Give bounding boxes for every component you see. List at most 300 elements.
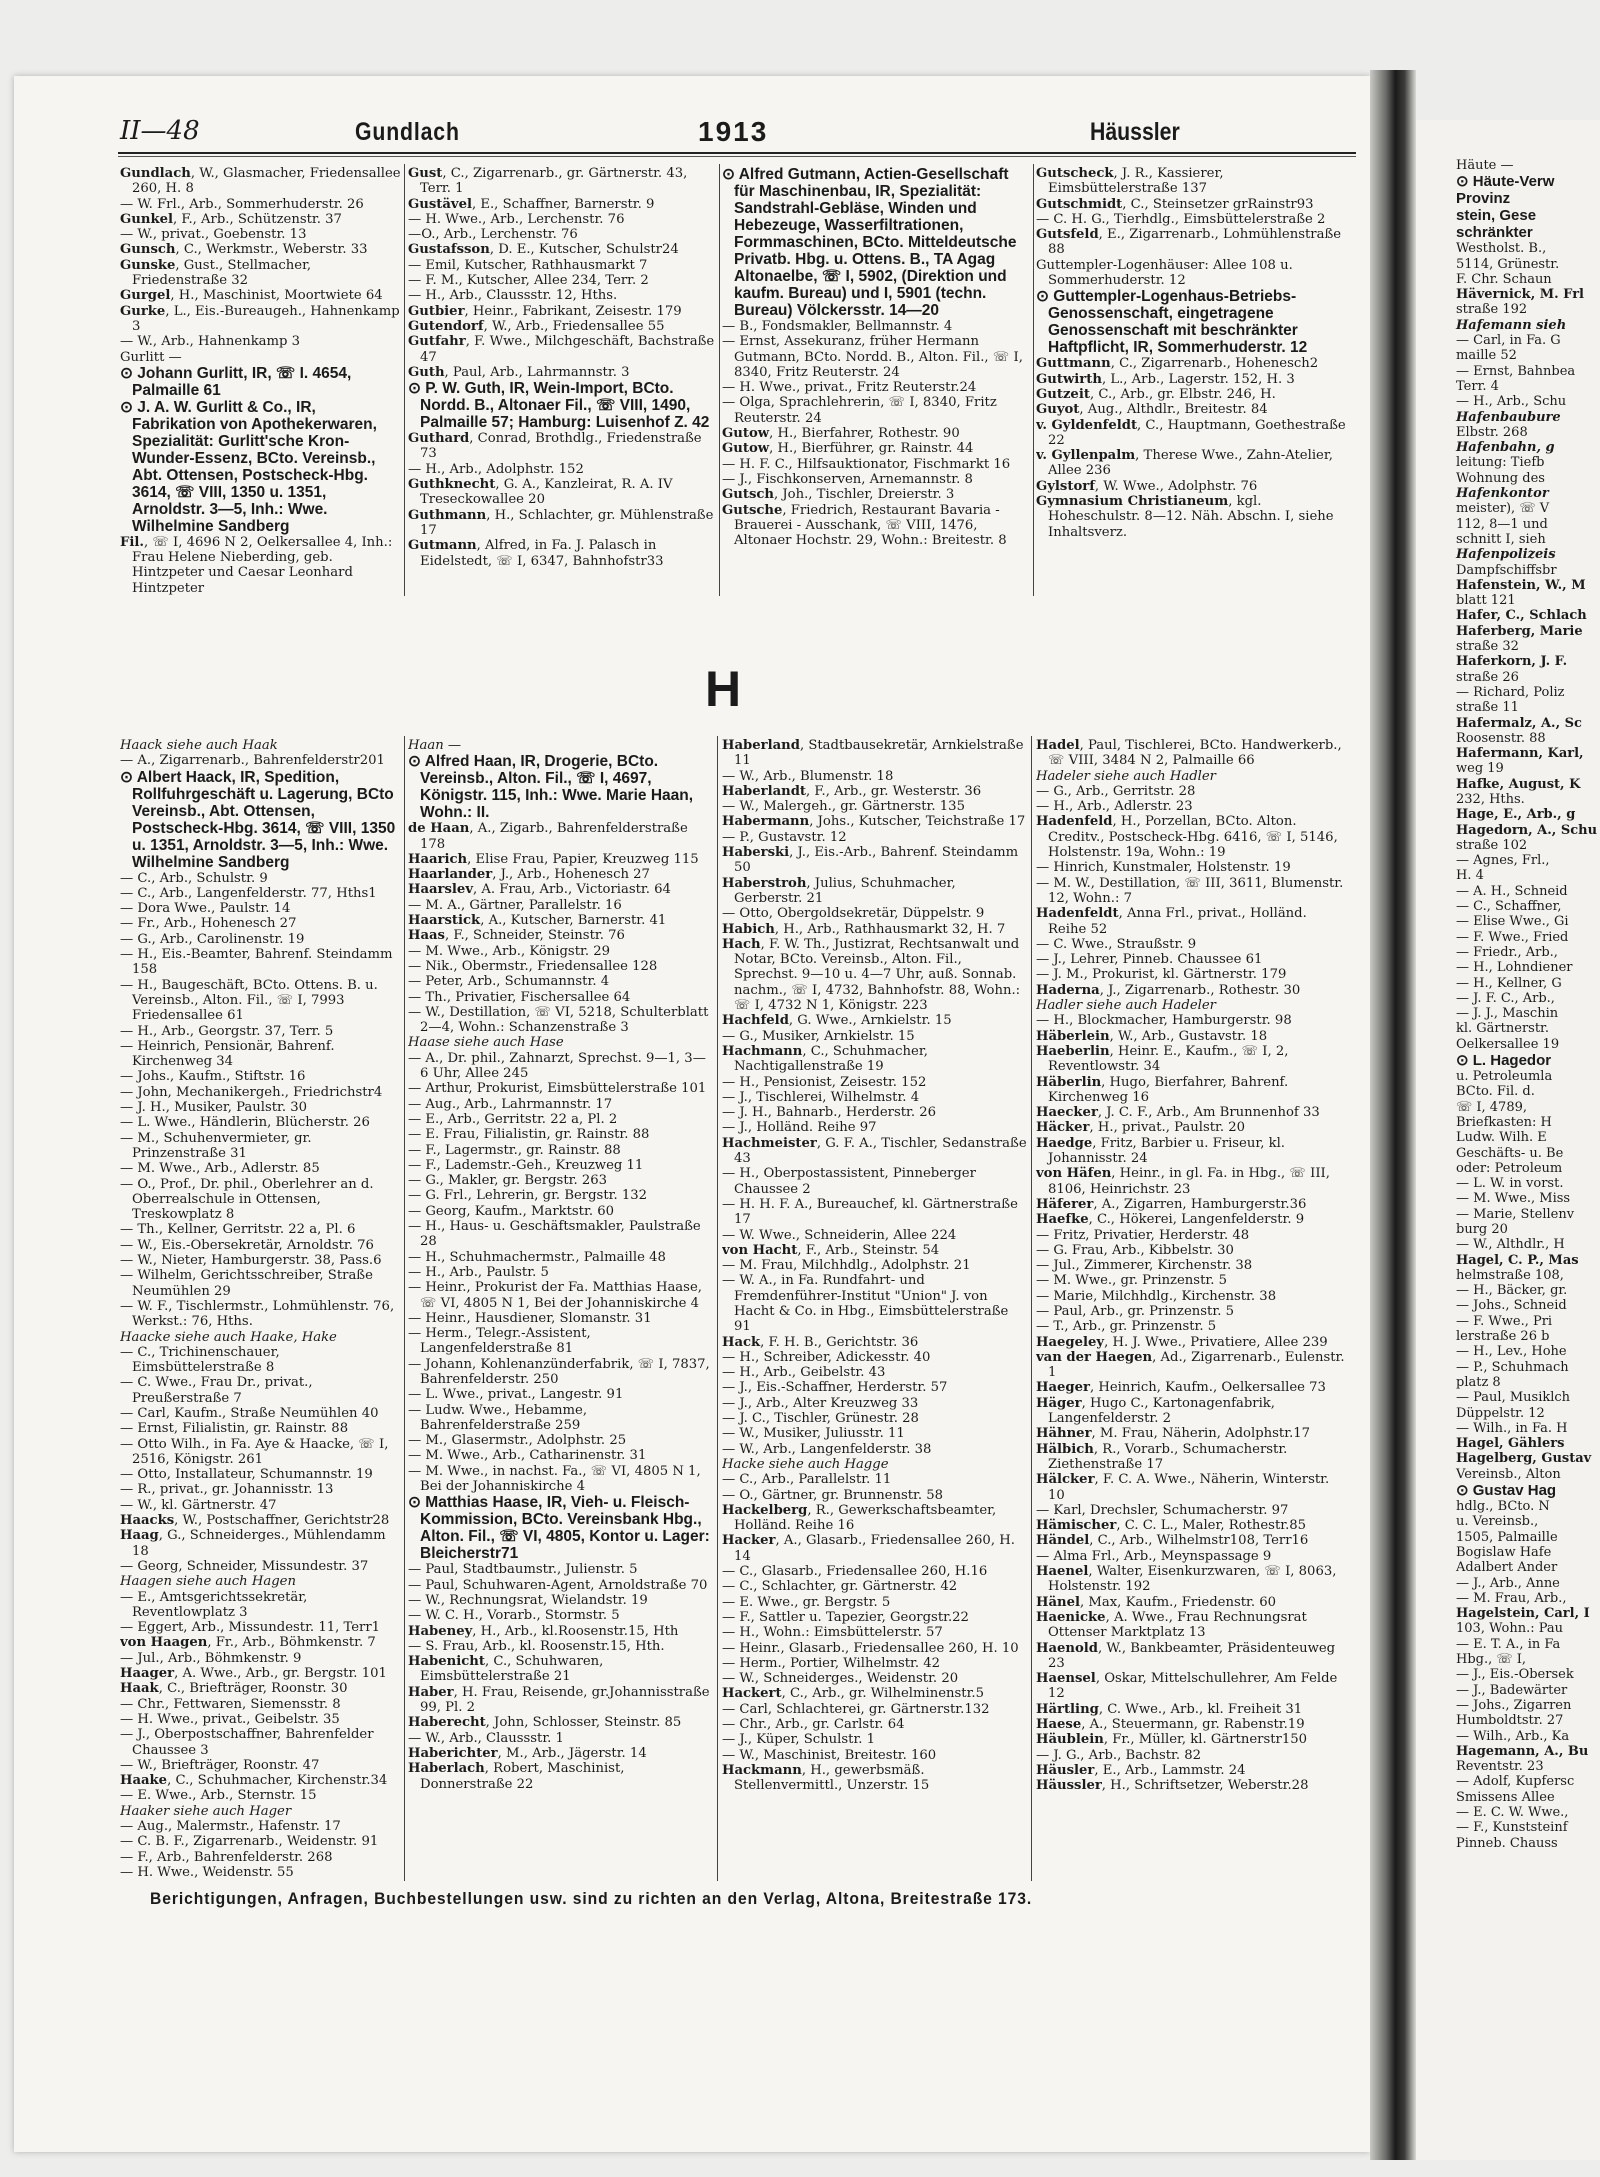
directory-entry: — W., Arb., Blumenstr. 18 <box>722 768 894 784</box>
facing-entry: u. Vereinsb., <box>1456 1514 1539 1530</box>
facing-entry: Reventstr. 23 <box>1456 1759 1544 1775</box>
directory-entry: von Haagen, Fr., Arb., Böhmkenstr. 7 <box>120 1635 376 1651</box>
facing-entry: Haferkorn, J. F. <box>1456 654 1568 670</box>
facing-entry: — C., Schaffner, <box>1456 899 1562 915</box>
facing-entry: — W., Althdlr., H <box>1456 1237 1565 1253</box>
directory-entry: Haberland, Stadtbausekretär, Arnkielstraße 11 <box>722 738 1024 769</box>
facing-entry: — L. W. in vorst. <box>1456 1176 1564 1192</box>
directory-entry: Guth, Paul, Arb., Lahrmannstr. 3 <box>408 364 630 380</box>
directory-entry: de Haan, A., Zigarb., Bahrenfelderstraße 178 <box>408 821 688 852</box>
directory-entry: — J. H., Bahnarb., Herderstr. 26 <box>722 1105 937 1121</box>
directory-entry: Guthmann, H., Schlachter, gr. Mühlenstraße 17 <box>408 507 714 538</box>
directory-entry: — L. Wwe., privat., Langestr. 91 <box>408 1387 624 1403</box>
directory-entry: Haenold, W., Bankbeamter, Präsidenteuweg 23 <box>1036 1640 1336 1671</box>
facing-entry: Ludw. Wilh. E <box>1456 1130 1547 1146</box>
directory-entry: — H., Wohn.: Eimsbüttelerstr. 57 <box>722 1625 943 1641</box>
facing-entry: — F. Wwe., Pri <box>1456 1313 1553 1329</box>
directory-entry: — W., Rechnungsrat, Wielandstr. 19 <box>408 1592 648 1608</box>
facing-entry: straße 192 <box>1456 302 1528 318</box>
directory-entry: — Carl, Schlachterei, gr. Gärtnerstr.132 <box>722 1701 990 1717</box>
directory-entry: — F., Arb., Bahrenfelderstr. 268 <box>120 1849 333 1865</box>
directory-entry: — Georg, Schneider, Missundestr. 37 <box>120 1558 369 1574</box>
directory-entry: — J., Arb., Alter Kreuzweg 33 <box>722 1395 919 1411</box>
facing-entry: — Johs., Zigarren <box>1456 1697 1572 1713</box>
directory-entry: — W., kl. Gärtnerstr. 47 <box>120 1497 277 1513</box>
directory-entry: Häusler, E., Arb., Lammstr. 24 <box>1036 1762 1246 1778</box>
facing-entry: Häute — <box>1456 158 1514 173</box>
facing-entry: 5114, Grünestr. <box>1456 256 1560 272</box>
directory-entry: — Otto, Installateur, Schumannstr. 19 <box>120 1467 373 1483</box>
directory-entry: Hachfeld, G. Wwe., Arnkielstr. 15 <box>722 1013 952 1029</box>
directory-entry: — L. Wwe., Händlerin, Blücherstr. 26 <box>120 1115 370 1131</box>
directory-entry: — M., Glasermstr., Adolphstr. 25 <box>408 1433 627 1449</box>
facing-entry: — Carl, in Fa. G <box>1456 333 1561 349</box>
facing-entry: — Agnes, Frl., <box>1456 853 1550 869</box>
directory-entry: — E., Amtsgerichtssekretär, Reventlowplatz 3 <box>120 1589 308 1620</box>
directory-entry: — C., Trichinenschauer, Eimsbüttelerstraße 8 <box>120 1344 280 1376</box>
directory-entry: Haack siehe auch Haak <box>120 738 278 753</box>
h-column-1 <box>120 738 403 1880</box>
directory-entry: — P., Gustavstr. 12 <box>722 829 847 845</box>
column-divider <box>404 164 405 596</box>
facing-entry: hdlg., BCto. N <box>1456 1499 1550 1515</box>
directory-entry: — M. Wwe., Arb., Adlerstr. 85 <box>120 1161 320 1177</box>
top-column-3 <box>722 166 1032 596</box>
directory-entry: Haaker siehe auch Hager <box>120 1803 292 1819</box>
directory-entry: ⊙ P. W. Guth, IR, Wein-Import, BCto. Nordd. B., Altonaer Fil., ☏ VIII, 1490, Palmaille 57; Hamburg: Luisenhof Z. 42 <box>408 380 710 432</box>
facing-entry: helmstraße 108, <box>1456 1267 1564 1283</box>
directory-entry: Gunske, Gust., Stellmacher, Friedenstraße 32 <box>120 257 312 289</box>
directory-entry: — J., Eis.-Schaffner, Herderstr. 57 <box>722 1380 948 1396</box>
directory-entry: — E., Arb., Gerritstr. 22 a, Pl. 2 <box>408 1111 618 1127</box>
directory-entry: — C., Schlachter, gr. Gärtnerstr. 42 <box>722 1579 958 1595</box>
facing-entry: Hafemann sieh <box>1456 317 1567 333</box>
directory-entry: — O., Gärtner, gr. Brunnenstr. 58 <box>722 1487 944 1503</box>
facing-entry: Briefkasten: H <box>1456 1114 1552 1130</box>
facing-entry: — F., Kunststeinf <box>1456 1820 1568 1836</box>
directory-entry: Hacke siehe auch Hagge <box>722 1456 889 1472</box>
directory-entry: — Fritz, Privatier, Herderstr. 48 <box>1036 1227 1250 1243</box>
facing-page-column <box>1416 120 1600 2160</box>
facing-entry: — Johs., Schneid <box>1456 1298 1567 1314</box>
directory-entry: — F., Sattler u. Tapezier, Georgstr.22 <box>722 1609 969 1625</box>
directory-entry: Guyot, Aug., Althdlr., Breitestr. 84 <box>1036 402 1268 418</box>
directory-entry: — J. G., Arb., Bachstr. 82 <box>1036 1747 1202 1763</box>
facing-entry: Hage, E., Arb., g <box>1456 807 1576 823</box>
directory-entry: — H., Arb., Paulstr. 5 <box>408 1264 549 1280</box>
directory-entry: — Otto Wilh., in Fa. Aye & Haacke, ☏ I, 2516, Königstr. 261 <box>120 1436 389 1467</box>
directory-entry: — W., Destillation, ☏ VI, 5218, Schulterblatt 2—4, Wohn.: Schanzenstraße 3 <box>408 1004 709 1036</box>
directory-entry: Gymnasium Christianeum, kgl. Hoheschulstr. 8—12. Näh. Abschn. I, siehe Inhaltsverz. <box>1036 494 1334 540</box>
facing-entry: — Adolf, Kupfersc <box>1456 1774 1575 1790</box>
directory-entry: — J., Fischkonserven, Arnemannstr. 8 <box>722 471 973 487</box>
facing-entry: Pinneb. Chauss <box>1456 1835 1558 1851</box>
directory-entry: — T., Arb., gr. Prinzenstr. 5 <box>1036 1319 1217 1335</box>
directory-entry: — H. Wwe., Arb., Lerchenstr. 76 <box>408 211 625 227</box>
facing-entry: Hafermalz, A., Sc <box>1456 715 1582 731</box>
facing-entry: schnitt I, sieh <box>1456 531 1546 547</box>
facing-entry: Haferberg, Marie <box>1456 623 1583 639</box>
directory-entry: Härtling, C. Wwe., Arb., kl. Freiheit 31 <box>1036 1701 1303 1717</box>
directory-entry: Haeger, Heinrich, Kaufm., Oelkersallee 73 <box>1036 1380 1326 1396</box>
facing-entry: Hagel, Gählers <box>1456 1436 1565 1452</box>
directory-entry: Häberlin, Hugo, Bierfahrer, Bahrenf. Kirchenweg 16 <box>1036 1074 1289 1105</box>
directory-entry: — W., Arb., Claussstr. 1 <box>408 1730 564 1746</box>
directory-entry: Gutbier, Heinr., Fabrikant, Zeisestr. 179 <box>408 303 682 319</box>
facing-entry: schränkter <box>1456 224 1533 242</box>
directory-entry: Gustävel, E., Schaffner, Barnerstr. 9 <box>408 196 655 212</box>
directory-entry: Haegeley, H. J. Wwe., Privatiere, Allee 239 <box>1036 1334 1328 1350</box>
facing-entry: 112, 8—1 und <box>1456 516 1548 532</box>
directory-entry: — H. F. C., Hilfsauktionator, Fischmarkt 16 <box>722 456 1011 472</box>
directory-entry: van der Haegen, Ad., Zigarrenarb., Eulenstr. 1 <box>1036 1349 1345 1381</box>
directory-entry: Gurlitt — <box>120 349 182 365</box>
directory-entry: — Fr., Arb., Hohenesch 27 <box>120 916 297 932</box>
facing-entry: — J. J., Maschin <box>1456 1006 1559 1022</box>
directory-entry: ⊙ Albert Haack, IR, Spedition, Rollfuhrgeschäft u. Lagerung, BCto Vereinsb., Abt. Ottensen, Postscheck-Hbg. 3614, ☏ VIII, 1350 u. 1351, Arnoldstr. 3—5, Inh.: Wwe. Wilhelmine Sandberg <box>120 768 396 871</box>
facing-entry: maille 52 <box>1456 348 1517 364</box>
directory-entry: — W., Schneiderges., Weidenstr. 20 <box>722 1671 959 1687</box>
facing-entry: leitung: Tiefb <box>1456 455 1545 471</box>
directory-entry: — H., Arb., Adlerstr. 23 <box>1036 799 1193 815</box>
directory-entry: — W., Musiker, Juliusstr. 11 <box>722 1426 905 1442</box>
facing-entry: — H., Lev., Hohe <box>1456 1344 1567 1360</box>
directory-entry: Gustafsson, D. E., Kutscher, Schulstr24 <box>408 242 679 258</box>
directory-entry: — W. F., Tischlermstr., Lohmühlenstr. 76, Werkst.: 76, Hths. <box>120 1298 395 1330</box>
directory-entry: — C. Wwe., Straußstr. 9 <box>1036 936 1197 952</box>
directory-entry: — M. Wwe., gr. Prinzenstr. 5 <box>1036 1273 1227 1289</box>
directory-entry: — J. M., Prokurist, kl. Gärtnerstr. 179 <box>1036 967 1287 983</box>
directory-entry: Gunsch, C., Werkmstr., Weberstr. 33 <box>120 242 368 258</box>
directory-entry: — Ernst, Assekuranz, früher Hermann Gutmann, BCto. Nordd. B., Alton. Fil., ☏ I, 8340, Fritz Reuterstr. 24 <box>722 334 1023 380</box>
directory-entry: — M. Frau, Milchhdlg., Adolphstr. 21 <box>722 1258 971 1274</box>
facing-entry: ⊙ Häute-Verw <box>1456 173 1555 191</box>
directory-entry: — M. W., Destillation, ☏ III, 3611, Blumenstr. 12, Wohn.: 7 <box>1036 875 1344 906</box>
directory-entry: — Paul, Stadtbaumstr., Julienstr. 5 <box>408 1562 638 1578</box>
directory-entry: von Hacht, F., Arb., Steinstr. 54 <box>722 1242 940 1258</box>
directory-entry: Guthknecht, G. A., Kanzleirat, R. A. IV Treseckowallee 20 <box>408 477 673 508</box>
directory-entry: — G., Makler, gr. Bergstr. 263 <box>408 1173 608 1189</box>
facing-entry: Hafenpolizeis <box>1456 547 1556 563</box>
directory-entry: v. Gyllenpalm, Therese Wwe., Zahn-Atelier, Allee 236 <box>1036 448 1333 479</box>
facing-entry: Hagelberg, Gustav <box>1456 1451 1592 1467</box>
directory-entry: Habermann, Johs., Kutscher, Teichstraße 17 <box>722 814 1026 830</box>
directory-entry: Hach, F. W. Th., Justizrat, Rechtsanwalt und Notar, BCto. Vereinsb., Alton. Fil., Sprechst. 9—10 u. 4—7 Uhr, auß. Sonnab. nachm., ☏ I, 4732, Bahnhofstr. 88, Wohn.: ☏ I, 4732 N 1, Königstr. 223 <box>722 936 1021 1014</box>
facing-entry: — Marie, Stellenv <box>1456 1206 1575 1222</box>
directory-entry: — Alma Frl., Arb., Meynspassage 9 <box>1036 1548 1272 1564</box>
facing-entry: Hafenbaubure <box>1456 409 1561 425</box>
directory-entry: Hähner, M. Frau, Näherin, Adolphstr.17 <box>1036 1426 1311 1442</box>
directory-entry: Guttempler-Logenhäuser: Allee 108 u. Sommerhuderstr. 12 <box>1036 257 1293 289</box>
facing-entry: — Paul, Musiklch <box>1456 1390 1571 1406</box>
facing-entry: Hafer, C., Schlach <box>1456 608 1587 624</box>
directory-entry: — F. M., Kutscher, Allee 234, Terr. 2 <box>408 273 649 289</box>
directory-entry: — M. A., Gärtner, Parallelstr. 16 <box>408 897 622 913</box>
directory-entry: — H. Wwe., privat., Fritz Reuterstr.24 <box>722 380 977 396</box>
directory-entry: — Eggert, Arb., Missundestr. 11, Terr1 <box>120 1620 381 1636</box>
facing-entry: straße 102 <box>1456 837 1528 853</box>
facing-entry: meister), ☏ V <box>1456 501 1550 517</box>
directory-entry: — C. B. F., Zigarrenarb., Weidenstr. 91 <box>120 1834 379 1850</box>
directory-entry: — Ernst, Filialistin, gr. Rainstr. 88 <box>120 1421 349 1437</box>
directory-entry: — M., Schuhenvermieter, gr. Prinzenstraße 31 <box>120 1130 312 1161</box>
directory-entry: — F., Lagermstr., gr. Rainstr. 88 <box>408 1142 621 1158</box>
facing-entry: — E. C. W. Wwe., <box>1456 1804 1569 1820</box>
directory-entry: — E. Wwe., gr. Bergstr. 5 <box>722 1594 891 1610</box>
directory-entry: — G. Frau, Arb., Kibbelstr. 30 <box>1036 1242 1234 1258</box>
facing-entry: — A. H., Schneid <box>1456 883 1568 899</box>
directory-entry: — Herm., Portier, Wilhelmstr. 42 <box>722 1655 941 1671</box>
directory-entry: — C., Arb., Parallelstr. 11 <box>722 1472 892 1488</box>
h-column-4 <box>1036 738 1346 1880</box>
facing-entry: Geschäfts- u. Be <box>1456 1145 1564 1161</box>
directory-entry: Hadenfeldt, Anna Frl., privat., Holländ. Reihe 52 <box>1036 906 1307 937</box>
directory-entry: — G., Arb., Gerritstr. 28 <box>1036 783 1196 799</box>
facing-entry: burg 20 <box>1456 1222 1508 1237</box>
facing-entry: Düppelstr. 12 <box>1456 1405 1545 1421</box>
directory-entry: — Aug., Arb., Lahrmannstr. 17 <box>408 1096 613 1112</box>
directory-entry: Gutscheck, J. R., Kassierer, Eimsbüttelerstraße 137 <box>1036 166 1224 197</box>
directory-entry: Gust, C., Zigarrenarb., gr. Gärtnerstr. 43, Terr. 1 <box>408 166 688 197</box>
directory-entry: — Jul., Arb., Böhmkenstr. 9 <box>120 1650 302 1666</box>
directory-entry: — John, Mechanikergeh., Friedrichstr4 <box>120 1084 383 1100</box>
directory-entry: — A., Dr. phil., Zahnarzt, Sprechst. 9—1, 3—6 Uhr, Allee 245 <box>408 1050 706 1082</box>
directory-entry: — M. Wwe., Arb., Königstr. 29 <box>408 943 611 959</box>
directory-entry: Haarslev, A. Frau, Arb., Victoriastr. 64 <box>408 882 671 898</box>
directory-entry: — Arthur, Prokurist, Eimsbüttelerstraße 101 <box>408 1081 707 1097</box>
directory-entry: Haedge, Fritz, Barbier u. Friseur, kl. Johannisstr. 24 <box>1036 1135 1285 1167</box>
directory-entry: — H., Arb., Georgstr. 37, Terr. 5 <box>120 1023 334 1039</box>
facing-entry: platz 8 <box>1456 1374 1501 1390</box>
directory-entry: Haarstick, A., Kutscher, Barnerstr. 41 <box>408 913 667 929</box>
directory-entry: Haberecht, John, Schlosser, Steinstr. 85 <box>408 1715 682 1731</box>
directory-entry: ⊙ Johann Gurlitt, IR, ☏ I. 4654, Palmaille 61 <box>120 364 352 399</box>
directory-entry: ⊙ Matthias Haase, IR, Vieh- u. Fleisch-Kommission, BCto. Vereinsbank Hbg., Alton. Fil., ☏ VI, 4805, Kontor u. Lager: Bleicherstr71 <box>408 1494 710 1563</box>
directory-entry: — J., Tischlerei, Wilhelmstr. 4 <box>722 1089 920 1105</box>
facing-entry: BCto. Fil. d. <box>1456 1084 1535 1100</box>
directory-entry: Guthard, Conrad, Brothdlg., Friedenstraße 73 <box>408 431 702 462</box>
directory-entry: ⊙ J. A. W. Gurlitt & Co., IR, Fabrikation von Apothekerwaren, Spezialität: Gurlitt'sche Kron-Wunder-Essenz, BCto. Vereinsb., Abt. Ottensen, Postscheck-Hbg. 3614, ☏ VIII, 1350 u. 1351, Arnoldstr. 3—5, Inh.: Wwe. Wilhelmine Sandberg <box>120 398 377 535</box>
directory-entry: v. Gyldenfeldt, C., Hauptmann, Goethestraße 22 <box>1036 417 1346 448</box>
column-divider <box>717 736 718 1881</box>
facing-entry: Bogislaw Hafe <box>1456 1544 1552 1560</box>
directory-entry: — E. Frau, Filialistin, gr. Rainstr. 88 <box>408 1127 650 1143</box>
directory-entry: Hadenfeld, H., Porzellan, BCto. Alton. Creditv., Postscheck-Hbg. 6416, ☏ I, 5146, Holstenstr. 19a, Wohn.: 19 <box>1036 814 1338 861</box>
directory-entry: — H., Haus- u. Geschäftsmakler, Paulstraße 28 <box>408 1219 701 1250</box>
directory-entry: Gutow, H., Bierfahrer, Rothestr. 90 <box>722 426 960 442</box>
directory-entry: Hadler siehe auch Hadeler <box>1036 998 1216 1014</box>
facing-entry: Hafenstein, W., M <box>1456 577 1586 593</box>
h-column-2 <box>408 738 713 1880</box>
directory-entry: — H., Pensionist, Zeisestr. 152 <box>722 1074 927 1090</box>
facing-entry: — J., Badewärter <box>1456 1682 1568 1698</box>
directory-entry: Häferer, A., Zigarren, Hamburgerstr.36 <box>1036 1196 1307 1212</box>
facing-entry: kl. Gärtnerstr. <box>1456 1021 1549 1037</box>
facing-entry: blatt 121 <box>1456 593 1516 609</box>
directory-entry: — Karl, Drechsler, Schumacherstr. 97 <box>1036 1502 1289 1518</box>
facing-entry: weg 19 <box>1456 761 1504 777</box>
directory-entry: Händel, C., Arb., Wilhelmstr108, Terr16 <box>1036 1533 1309 1549</box>
directory-entry: Haarlander, J., Arb., Hohenesch 27 <box>408 867 650 883</box>
facing-entry: — Richard, Poliz <box>1456 684 1565 700</box>
directory-entry: Haarich, Elise Frau, Papier, Kreuzweg 115 <box>408 851 699 867</box>
directory-entry: — C., Arb., Schulstr. 9 <box>120 870 268 886</box>
facing-entry: Wohnung des <box>1456 470 1545 486</box>
directory-entry: — Chr., Fettwaren, Siemensstr. 8 <box>120 1696 341 1712</box>
directory-entry: — H., Arb., Geibelstr. 43 <box>722 1365 886 1381</box>
directory-entry: Hälcker, F. C. A. Wwe., Näherin, Winterstr. 10 <box>1036 1472 1330 1503</box>
directory-entry: Haak, C., Briefträger, Roonstr. 30 <box>120 1681 348 1697</box>
directory-entry: — Wilhelm, Gerichtsschreiber, Straße Neumühlen 29 <box>120 1268 373 1299</box>
directory-entry: — W., privat., Goebenstr. 13 <box>120 227 307 243</box>
facing-entry: Vereinsb., Alton <box>1456 1466 1561 1482</box>
facing-entry: u. Petroleumla <box>1456 1069 1553 1085</box>
directory-entry: Haberichter, M., Arb., Jägerstr. 14 <box>408 1745 647 1761</box>
facing-entry: Hafenkontor <box>1456 486 1549 502</box>
directory-entry: — O., Prof., Dr. phil., Oberlehrer an d. Oberrealschule in Ottensen, Treskowplatz 8 <box>120 1176 374 1223</box>
facing-entry: — M. Frau, Arb., <box>1456 1590 1567 1606</box>
directory-entry: Hälbich, R., Vorarb., Schumacherstr. Ziethenstraße 17 <box>1036 1441 1288 1472</box>
directory-entry: — J., Holländ. Reihe 97 <box>722 1120 877 1136</box>
facing-entry: Hagemann, A., Bu <box>1456 1743 1589 1759</box>
directory-entry: Gutendorf, W., Arb., Friedensallee 55 <box>408 318 665 334</box>
header-rule <box>118 152 1356 154</box>
directory-entry: — H., Eis.-Beamter, Bahrenf. Steindamm 158 <box>120 947 393 978</box>
directory-entry: — M. Wwe., Arb., Catharinenstr. 31 <box>408 1448 647 1464</box>
column-divider <box>1031 736 1032 1881</box>
column-divider <box>719 164 720 596</box>
directory-entry: Haenicke, A. Wwe., Frau Rechnungsrat Ottenser Marktplatz 13 <box>1036 1609 1307 1641</box>
directory-entry: — S. Frau, Arb., kl. Roosenstr.15, Hth. <box>408 1638 665 1654</box>
header-year: 1913 <box>698 116 769 147</box>
facing-entry: Hagelstein, Carl, I <box>1456 1606 1590 1622</box>
directory-entry: — J., Oberpostschaffner, Bahrenfelder Chaussee 3 <box>120 1727 374 1758</box>
directory-entry: — Peter, Arb., Schumannstr. 4 <box>408 974 610 990</box>
facing-entry: Humboldtstr. 27 <box>1456 1713 1564 1729</box>
directory-entry: Haase siehe auch Hase <box>408 1035 564 1051</box>
facing-entry: 1505, Palmaille <box>1456 1529 1558 1545</box>
directory-entry: — Nik., Obermstr., Friedensallee 128 <box>408 958 658 974</box>
directory-entry: — H., Baugeschäft, BCto. Ottens. B. u. Vereinsb., Alton. Fil., ☏ I, 7993 Friedensallee 61 <box>120 977 378 1024</box>
directory-entry: — J. C., Tischler, Grünestr. 28 <box>722 1411 919 1427</box>
directory-entry: Häussler, H., Schriftsetzer, Weberstr.28 <box>1036 1778 1309 1794</box>
directory-entry: Häger, Hugo C., Kartonagenfabrik, Langenfelderstr. 2 <box>1036 1395 1275 1427</box>
directory-entry: — Jul., Zimmerer, Kirchenstr. 38 <box>1036 1258 1253 1274</box>
directory-entry: Haese, A., Steuermann, gr. Rabenstr.19 <box>1036 1717 1305 1732</box>
top-column-4 <box>1036 166 1346 596</box>
directory-entry: Haas, F., Schneider, Steinstr. 76 <box>408 928 625 944</box>
directory-entry: — F., Lademstr.-Geh., Kreuzweg 11 <box>408 1157 644 1173</box>
facing-entry: Hafenbahn, g <box>1456 440 1555 456</box>
directory-entry: — Heinr., Glasarb., Friedensallee 260, H. 10 <box>722 1640 1019 1656</box>
directory-entry: — Heinr., Hausdiener, Slomanstr. 31 <box>408 1310 652 1326</box>
directory-entry: Haecker, J. C. F., Arb., Am Brunnenhof 33 <box>1036 1105 1320 1121</box>
book-gutter <box>1370 70 1416 2160</box>
directory-entry: — Th., Privatier, Fischersallee 64 <box>408 989 631 1005</box>
facing-entry: ☏ I, 4789, <box>1456 1099 1528 1115</box>
facing-entry: — Ernst, Bahnbea <box>1456 363 1576 379</box>
directory-entry: Haberski, J., Eis.-Arb., Bahrenf. Steindamm 50 <box>722 845 1019 876</box>
directory-entry: ⊙ Alfred Gutmann, Actien-Gesellschaft für Maschinenbau, IR, Spezialität: Sandstrahl-Gebläse, Winden und Hebezeuge, Wasserfiltrationen, Formmaschinen, BCto. Mitteldeutsche Privatb. Hbg. u. Ottens. B., TA Agag Altonaelbe, ☏ I, 5902, (Direktion und kaufm. Bureau) und I, 5901 (techn. Bureau) Völckersstr. 14—20 <box>722 166 1017 319</box>
directory-entry: — G., Musiker, Arnkielstr. 15 <box>722 1028 915 1044</box>
section-letter: H <box>705 661 742 717</box>
directory-entry: — W., Arb., Langenfelderstr. 38 <box>722 1441 932 1457</box>
directory-entry: Gutwirth, L., Arb., Lagerstr. 152, H. 3 <box>1036 371 1295 387</box>
directory-entry: — Ludw. Wwe., Hebamme, Bahrenfelderstraße 259 <box>408 1402 588 1433</box>
directory-entry: — W. Wwe., Schneiderin, Allee 224 <box>722 1227 957 1243</box>
directory-entry: Gylstorf, W. Wwe., Adolphstr. 76 <box>1036 478 1258 494</box>
h-column-3 <box>722 738 1027 1880</box>
header-rule-thin <box>118 156 1356 157</box>
directory-entry: — H., Schuhmachermstr., Palmaille 48 <box>408 1249 666 1265</box>
facing-entry: — H., Arb., Schu <box>1456 394 1567 410</box>
header-right-word: Häussler <box>1090 118 1180 146</box>
directory-entry: — Olga, Sprachlehrerin, ☏ I, 8340, Fritz Reuterstr. 24 <box>722 395 997 426</box>
directory-entry: Gutschmidt, C., Steinsetzer grRainstr93 <box>1036 196 1314 212</box>
directory-entry: Gurke, L., Eis.-Bureaugeh., Hahnenkamp 3 <box>120 303 400 334</box>
directory-entry: — C. Wwe., Frau Dr., privat., Preußerstraße 7 <box>120 1375 313 1406</box>
facing-entry: — F. Wwe., Fried <box>1456 929 1569 945</box>
facing-entry: — E. T. A., in Fa <box>1456 1636 1561 1652</box>
directory-entry: Haagen siehe auch Hagen <box>120 1574 296 1590</box>
directory-entry: — H., Arb., Adolphstr. 152 <box>408 461 584 477</box>
directory-entry: — H., Blockmacher, Hamburgerstr. 98 <box>1036 1013 1292 1029</box>
directory-entry: Gutfahr, F. Wwe., Milchgeschäft, Bachstraße 47 <box>408 334 715 365</box>
directory-entry: — C. H. G., Tierhdlg., Eimsbüttelerstraße 2 <box>1036 211 1326 227</box>
directory-entry: Gutsch, Joh., Tischler, Dreierstr. 3 <box>722 487 955 503</box>
directory-entry: — W., Eis.-Obersekretär, Arnoldstr. 76 <box>120 1237 374 1253</box>
directory-entry: — Dora Wwe., Paulstr. 14 <box>120 901 291 917</box>
directory-entry: Habeney, H., Arb., kl.Roosenstr.15, Hth <box>408 1623 679 1639</box>
directory-entry: — G. Frl., Lehrerin, gr. Bergstr. 132 <box>408 1188 648 1204</box>
directory-entry: — Johann, Kohlenanzünderfabrik, ☏ I, 7837, Bahrenfelderstr. 250 <box>408 1356 710 1387</box>
directory-entry: — R., privat., gr. Johannisstr. 13 <box>120 1482 334 1498</box>
facing-entry: 103, Wohn.: Pau <box>1456 1621 1564 1637</box>
directory-entry: Haderna, J., Zigarrenarb., Rothestr. 30 <box>1036 982 1301 998</box>
facing-entry: oder: Petroleum <box>1456 1160 1563 1176</box>
directory-entry: Hacker, A., Glasarb., Friedensallee 260, H. 14 <box>722 1533 1015 1564</box>
directory-entry: Gurgel, H., Maschinist, Moortwiete 64 <box>120 288 383 304</box>
directory-entry: ⊙ Guttempler-Logenhaus-Betriebs-Genossenschaft, eingetragene Genossenschaft mit beschränkter Haftpflicht, IR, Sommerhuderstr. 12 <box>1036 288 1308 357</box>
directory-entry: — G., Arb., Carolinenstr. 19 <box>120 931 305 947</box>
facing-entry: — H., Kellner, G <box>1456 975 1562 991</box>
directory-entry: —O., Arb., Lerchenstr. 76 <box>408 227 578 243</box>
facing-entry: — H., Bäcker, gr. <box>1456 1283 1568 1299</box>
directory-entry: — J., Küper, Schulstr. 1 <box>722 1732 876 1748</box>
directory-entry: — Herm., Telegr.-Assistent, Langenfelderstraße 81 <box>408 1326 591 1357</box>
directory-entry: Gutzeit, C., Arb., gr. Elbstr. 246, H. <box>1036 386 1276 402</box>
directory-entry: — Chr., Arb., gr. Carlstr. 64 <box>722 1717 905 1732</box>
facing-entry: Hafke, August, K <box>1456 776 1581 792</box>
facing-entry: — M. Wwe., Miss <box>1456 1191 1571 1207</box>
directory-entry: — Aug., Malermstr., Hafenstr. 17 <box>120 1819 341 1834</box>
facing-entry: Terr. 4 <box>1456 378 1499 394</box>
directory-entry: Häcker, H., privat., Paulstr. 20 <box>1036 1120 1246 1136</box>
directory-entry: Häberlein, W., Arb., Gustavstr. 18 <box>1036 1028 1268 1044</box>
directory-entry: — W. C. H., Vorarb., Stormstr. 5 <box>408 1608 620 1624</box>
facing-entry: — H., Lohndiener <box>1456 960 1573 976</box>
directory-entry: — Paul, Schuhwaren-Agent, Arnoldstraße 70 <box>408 1577 708 1593</box>
directory-entry: Gundlach, W., Glasmacher, Friedensallee 260, H. 8 <box>120 166 401 197</box>
directory-entry: Hackert, C., Arb., gr. Wilhelminenstr.5 <box>722 1686 985 1702</box>
directory-entry: — Heinrich, Pensionär, Bahrenf. Kirchenweg 34 <box>120 1038 335 1070</box>
directory-entry: Gutow, H., Bierführer, gr. Rainstr. 44 <box>722 441 974 457</box>
facing-entry: Dampfschiffsbr <box>1456 562 1557 578</box>
directory-entry: Haberlach, Robert, Maschinist, Donnerstraße 22 <box>408 1761 625 1792</box>
directory-entry: Hämischer, C. C. L., Maler, Rothestr.85 <box>1036 1518 1307 1534</box>
directory-entry: Hadel, Paul, Tischlerei, BCto. Handwerkerb., ☏ VIII, 3484 N 2, Palmaille 66 <box>1036 738 1342 769</box>
directory-entry: ⊙ Alfred Haan, IR, Drogerie, BCto. Vereinsb., Alton. Fil., ☏ I, 4697, Königstr. 115, Inh.: Wwe. Marie Haan, Wohn.: II. <box>408 753 694 822</box>
